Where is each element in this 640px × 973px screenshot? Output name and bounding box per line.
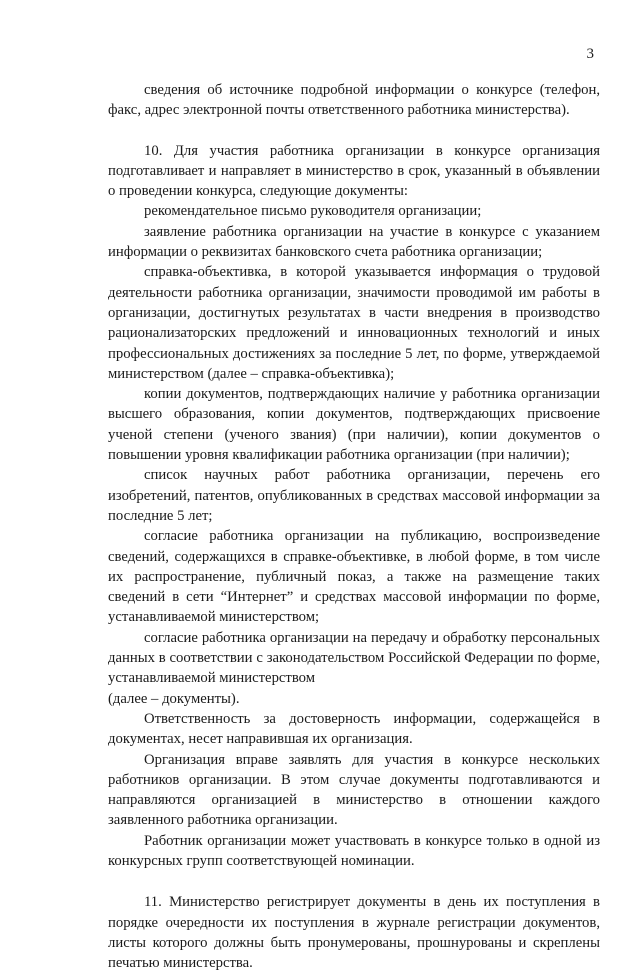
list-item-education-copies: копии документов, подтверждающих наличие у работника организации высшего образования, копии документов, подтверждающих присвоение ученой степени (ученого звания) (при наличии), копии документов о повышении уровня квалификации работника организации (при наличии); [108,386,600,464]
list-item-publication-consent: согласие работника организации на публикацию, воспроизведение сведений, содержащихся в справке-объективке, в любой форме, в том числе их распространение, публичный показ, а также на размещение таких сведений в сети “Интернет” и средствах массовой информации по форме, устанавливаемой министерством; [108,528,600,626]
list-item-reference: справка-объективка, в которой указывается информация о трудовой деятельности работника организации, значимости проводимой им работы в организации, достигнутых результатах в части внедрения в производство рационализаторских предложений и инновационных технологий и иных профессиональных достижениях за последние 5 лет, по форме, утверждаемой министерством (далее – справка-объективка); [108,264,600,382]
document-body [108,80,600,973]
paragraph-documents-definition: (далее – документы). [108,690,240,707]
paragraph-multiple-workers: Организация вправе заявлять для участия в конкурсе нескольких работников организации. В этом случае документы подготавливаются и направляются организацией в министерство в отношении каждого заявленного работника организации. [108,751,600,829]
list-item-scientific-works: список научных работ работника организации, перечень его изобретений, патентов, опубликованных в средствах массовой информации за последние 5 лет; [108,467,600,524]
paragraph-contact-info: сведения об источнике подробной информации о конкурсе (телефон, факс, адрес электронной почты ответственного работника министерства). [108,82,600,119]
paragraph-section-10: 10. Для участия работника организации в конкурсе организация подготавливает и направляет в министерство в срок, указанный в объявлении о проведении конкурса, следующие документы: [108,142,600,200]
list-item-application: заявление работника организации на участие в конкурсе с указанием информации о реквизитах банковского счета работника организации; [108,223,600,261]
paragraph-responsibility: Ответственность за достоверность информации, содержащейся в документах, несет направившая их организация. [108,710,600,748]
page-number: 3 [586,46,594,62]
paragraph-one-group: Работник организации может участвовать в конкурсе только в одной из конкурсных групп соответствующей номинации. [108,832,600,869]
list-item-recommendation-letter: рекомендательное письмо руководителя организации; [144,203,482,220]
paragraph-section-11: 11. Министерство регистрирует документы в день их поступления в порядке очередности их поступления в журнале регистрации документов, листы которого должны быть пронумерованы, прошнурованы и скреплены печатью министерства. [108,894,600,972]
list-item-personal-data-consent: согласие работника организации на передачу и обработку персональных данных в соответствии с законодательством Российской Федерации по форме, устанавливаемой министерством [108,629,600,687]
